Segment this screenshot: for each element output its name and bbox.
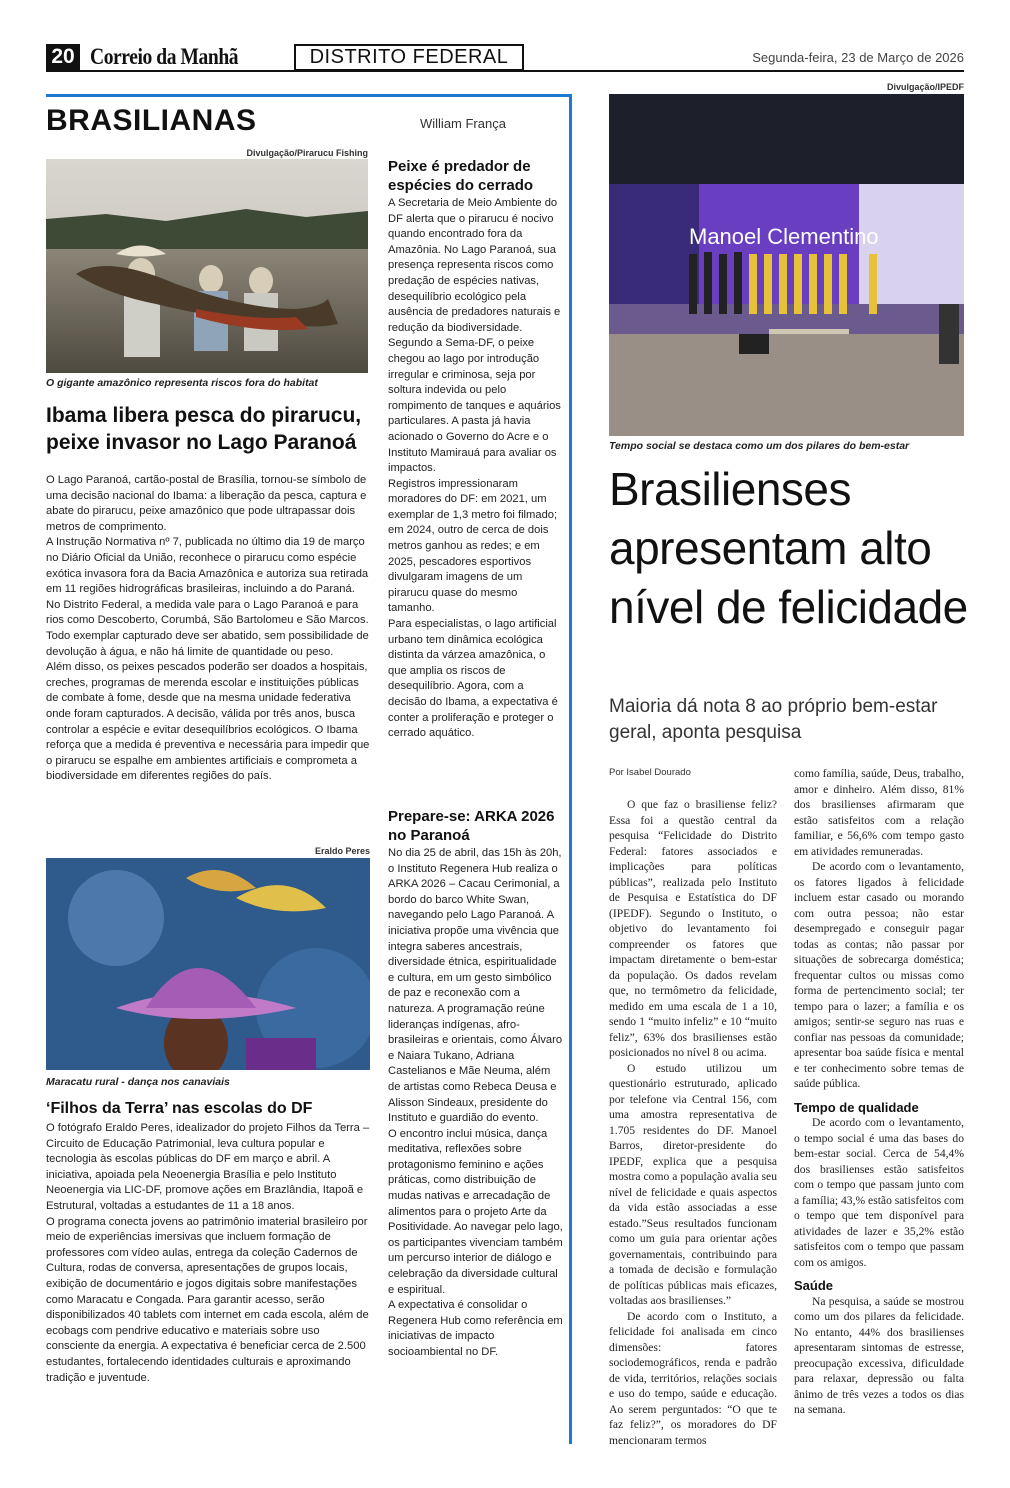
- story-body: [46, 473, 372, 785]
- photo-credit: Divulgação/IPEDF: [886, 82, 964, 92]
- header-rule: [46, 70, 964, 72]
- paragraph: O Lago Paranoá, cartão-postal de Brasília, tornou-se símbolo de uma decisão nacional do Ibama: a liberação da pesca, captura e abate do pirarucu, peixe amazônico que pode ultrapassar dois metros de comprimento.: [46, 474, 367, 533]
- photo-credit: Eraldo Peres: [314, 846, 370, 856]
- paragraph: Na pesquisa, a saúde se mostrou como um dos pilares da felicidade. No entanto, 44% dos brasilienses apresentaram sintomas de estresse, preocupação excessiva, dificuldade para relaxar, depressão ou falta ânimo de três vezes a todos os dias na semana.: [794, 1294, 964, 1416]
- photo-caption: Maracatu rural - dança nos canaviais: [46, 1076, 230, 1088]
- paragraph: Registros impressionaram moradores do DF: em 2021, um exemplar de 1,3 metro foi filmado; em 2024, outro de cerca de dois metros ganhou as redes; e em 2025, pescadores esportivos divulgaram imagens de um pirarucu quase do mesmo tamanho.: [388, 477, 558, 615]
- main-column-1: [609, 797, 777, 1447]
- paragraph: De acordo com o Instituto, a felicidade foi analisada em cinco dimensões: fatores sociodemográficos, renda e padrão de vida, territórios, relações sociais e uso do tempo, saúde e educação. Ao serem perguntados: “O que te faz feliz?”, os moradores do DF mencionaram termos: [609, 1309, 777, 1447]
- story-title: Prepare-se: ARKA 2026 no Paranoá: [388, 808, 555, 844]
- paragraph: Segundo a Sema-DF, o peixe chegou ao lago por introdução irregular e criminosa, seja por soltura indevida ou pelo rompimento de tanques e aquários particulares. A pasta já havia acionado o Governo do Acre e o Instituto Mamirauá para avaliar os impactos.: [388, 337, 561, 475]
- photo-caption: Tempo social se destaca como um dos pilares do bem-estar: [609, 440, 910, 452]
- story-title: Ibama libera pesca do pirarucu, peixe invasor no Lago Paranoá: [46, 404, 362, 454]
- section-label: DISTRITO FEDERAL: [294, 44, 524, 71]
- paragraph: Além disso, os peixes pescados poderão ser doados a hospitais, creches, programas de merenda escolar e instituições públicas de combate à fome, desde que na mesma unidade federativa onde foram capturados. A decisão, válida por três anos, busca controlar a espécie e evitar desequilíbrios ecológicos. O Ibama reforça que a medida é preventiva e necessária para impedir que o pirarucu se espalhe em ambientes artificiais e comprometa a biodiversidade em diferentes regiões do país.: [46, 661, 370, 783]
- column-name: BRASILIANAS: [46, 104, 257, 137]
- date-line: Segunda-feira, 23 de Março de 2026: [752, 50, 964, 65]
- page-number: 20: [46, 44, 80, 70]
- paragraph: A Secretaria de Meio Ambiente do DF alerta que o pirarucu é nocivo quando encontrado fora da Amazônia. No Lago Paranoá, sua presença representa riscos como predação de espécies nativas, desequilíbrio ecológico pela ausência de predadores naturais e redução da biodiversidade.: [388, 197, 561, 334]
- maracatu-photo: [46, 858, 370, 1070]
- paragraph: O encontro inclui música, dança meditativa, reflexões sobre protagonismo feminino e ações práticas, como distribuição de mudas nativas e arrecadação de alimentos para o projeto Arte da Positividade. Ao navegar pelo lago, os participantes vivenciam também um percurso interior de diálogo e celebração da diversidade cultural e espiritual.: [388, 1127, 563, 1296]
- paragraph: De acordo com o levantamento, o tempo social é uma das bases do bem-estar social. Cerca de 54,4% dos brasilienses estão satisfeitos com o tempo que passam junto com a família; 43,% estão satisfeitos com o tempo que tem disponível para atividades de lazer e 35,2% estão satisfeitos com o tempo que passam com os amigos.: [794, 1116, 964, 1269]
- story-body: [388, 196, 564, 742]
- story-title: Peixe é predador de espécies do cerrado: [388, 158, 534, 194]
- paragraph: No dia 25 de abril, das 15h às 20h, o Instituto Regenera Hub realiza o ARKA 2026 – Cacau Cerimonial, a bordo do barco White Swan, navegando pelo Lago Paranoá. A iniciativa propõe uma vivência que integra saberes ancestrais, diversidade étnica, espiritualidade e cultura, em um gesto simbólico de paz e reconexão com a natureza. A programação reúne lideranças indígenas, afro-brasileiras e orientais, como Álvaro e Naiara Tukano, Adriana Castelianos e Mãe Neuma, além de artistas como Rebeca Deusa e Alisson Sindeaux, presidente do Instituto e guardião do evento.: [388, 847, 563, 1125]
- paragraph: O estudo utilizou um questionário estruturado, aplicado por telefone via Central 156, com uma amostra representativa de 1.705 residentes do DF. Manoel Barros, diretor-presidente do IPEDF, explica que a pesquisa mostra como a população avalia seu nível de felicidade e quais aspectos da vida estão associadas a esse estado.”Seus resultados funcionam como um guia para orientar ações governamentais, contribuindo para a tomada de decisão e formulação de políticas públicas mais eficazes, voltadas aos brasilienses.”: [609, 1061, 777, 1307]
- subhead: Tempo de qualidade: [794, 1099, 919, 1115]
- paragraph: De acordo com o levantamento, os fatores ligados à felicidade incluem estar casado ou morando com outra pessoa; não estar desempregado e conseguir pagar todas as contas; não passar por situações de sobrecarga doméstica; frequentar cultos ou missas como forma de pertencimento social; ter tempo para o lazer; a família e os amigos; sentir-se seguro nas ruas e confiar nas pessoas da comunidade; apresentar boa saúde física e mental e ter conhecimento sobre temas de saúde pública.: [794, 860, 964, 1090]
- paragraph: O programa conecta jovens ao patrimônio imaterial brasileiro por meio de experiências imersivas que incluem formação de professores com vídeo aulas, entrega da coleção Cadernos de Cultura, rodas de conversa, apresentações de grupos locais, exibição de documentário e jogos digitais sobre manifestações como Maracatu e Congada. Para garantir acesso, serão disponibilizados 40 tablets com internet em cada escola, além de ecobags com pendrive educativo e materiais sobre uso consciente da energia. A expectativa é beneficiar cerca de 2.500 estudantes, fortalecendo identidades culturais e aproximando tradição e juventude.: [46, 1215, 369, 1384]
- paragraph: A Instrução Normativa nº 7, publicada no último dia 19 de março no Diário Oficial da União, reconhece o pirarucu como espécie exótica invasora fora da Bacia Amazônica e autoriza sua retirada em 11 regiões hidrográficas brasileiras, incluindo a do Paraná.: [46, 536, 369, 596]
- paragraph: Para especialistas, o lago artificial urbano tem dinâmica ecológica distinta da várzea amazônica, o que amplia os riscos de desequilíbrio. Agora, com a decisão do Ibama, a expectativa é conter a proliferação e proteger o cerrado aquático.: [388, 618, 558, 740]
- story-body: [388, 846, 564, 1361]
- photo-credit: Divulgação/Pirarucu Fishing: [246, 148, 368, 158]
- photo-caption: O gigante amazônico representa riscos fora do habitat: [46, 377, 318, 389]
- main-headline: Brasilienses apresentam alto nível de felicidade: [609, 463, 968, 633]
- paragraph: como família, saúde, Deus, trabalho, amor e dinheiro. Além disso, 81% dos brasilienses afirmaram que estão satisfeitos com a relação familiar, e 56,6% com tempo gasto em atividades remuneradas.: [794, 767, 964, 858]
- main-column-2: [794, 766, 964, 1447]
- byline: Por Isabel Dourado: [609, 767, 691, 778]
- column-author: William França: [420, 116, 506, 131]
- paragraph: A expectativa é consolidar o Regenera Hub como referência em iniciativas de impacto socioambiental no DF.: [388, 1299, 563, 1358]
- paragraph: O fotógrafo Eraldo Peres, idealizador do projeto Filhos da Terra – Circuito de Educação Patrimonial, leva cultura popular e tecnologia às escolas públicas do DF em março e abril. A iniciativa, apoiada pela Neoenergia Brasília e pelo Instituto Neoenergia via LIC-DF, promove ações em Brazlândia, Itapoã e Estrutural, voltadas a estudantes de 11 a 18 anos.: [46, 1122, 370, 1212]
- newspaper-logo: Correio da Manhã: [90, 44, 239, 69]
- pirarucu-photo: [46, 159, 368, 373]
- paragraph: O que faz o brasiliense feliz? Essa foi a questão central da pesquisa “Felicidade do Distrito Federal: fatores associados e implicações para políticas públicas”, realizada pelo Instituto de Pesquisa e Estatística do DF (IPEDF). Segundo o Instituto, o objetivo do levantamento foi compreender os fatores que impactam diretamente o bem-estar da população. Os dados revelam que, no termômetro da felicidade, medido em uma escala de 1 a 10, sendo 1 “muito infeliz” e 10 “muito feliz”, 63% dos brasilienses estão posicionados no nível 8 ou acima.: [609, 798, 777, 1059]
- main-deck: Maioria dá nota 8 ao próprio bem-estar geral, aponta pesquisa: [609, 696, 938, 743]
- event-photo: [609, 94, 964, 436]
- paragraph: No Distrito Federal, a medida vale para o Lago Paranoá e para rios como Descoberto, Corumbá, São Bartolomeu e São Marcos. Todo exemplar capturado deve ser abatido, sem possibilidade de devolução à água, e não há limite de quantidade ou peso.: [46, 598, 369, 658]
- story-body: [46, 1121, 372, 1386]
- subhead: Saúde: [794, 1278, 834, 1293]
- screen-text: Manoel Clementino: [689, 224, 879, 249]
- story-title: ‘Filhos da Terra’ nas escolas do DF: [46, 1100, 313, 1117]
